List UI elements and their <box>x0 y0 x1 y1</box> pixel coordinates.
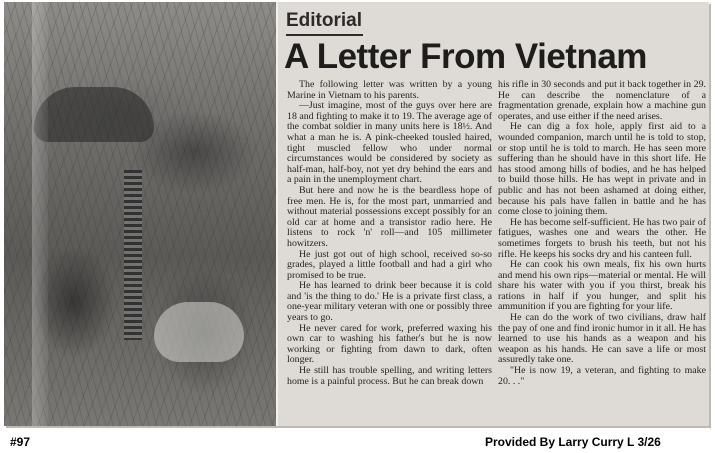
paragraph: He can do the work of two civilians, draw half the pay of one and find ironic humor in it all. He has learned to use his hands as a weapon and his weapon as his hands. He can save a life or most assuredly take one. <box>498 312 706 366</box>
paragraph: He has learned to drink beer because it is cold and 'is the thing to do.' He is a private first class, a one-year military veteran with one or possibly three years to go. <box>287 280 492 324</box>
paragraph: The following letter was written by a young Marine in Vietnam to his parents. <box>287 80 492 101</box>
paragraph: He can cook his own meals, fix his own hurts and mend his own rips—material or mental. He will share his water with you if you thirst, break his rations in half if you hunger, and split his ammunition if you are fighting for your life. <box>498 259 706 313</box>
paragraph: "He is now 19, a veteran, and fighting to make 20. . ." <box>498 365 706 387</box>
paragraph: He can dig a fox hole, apply first aid to a wounded companion, march until he is told to stop, or stop until he is told to march. He has seen more suffering than he should have in this short life. He has stood among hills of bodies, and he has helped to build those hills. He has wept in private and in public and has not been ashamed at doing either, because his pals have fallen in battle and he has come close to joining them. <box>498 121 706 218</box>
item-number: #97 <box>10 435 31 449</box>
paragraph: He has become self-sufficient. He has two pair of fatigues, washes one and wears the other. He sometimes forgets to brush his teeth, but not his rifle. He keeps his socks dry and his canteen full. <box>498 216 706 260</box>
paragraph: He never cared for work, preferred waxing his own car to washing his father's but he is now working or fighting from dawn to dark, often longer. <box>287 322 492 366</box>
credit-line: Provided By Larry Curry L 3/26 <box>485 435 661 449</box>
article-column-left <box>287 80 492 425</box>
paragraph: his rifle in 30 seconds and put it back together in 29. He can describe the nomenclature of a fragmentation grenade, explain how a machine gun operates, and use either if the need arises. <box>498 80 706 122</box>
paragraph: He still has trouble spelling, and writing letters home is a painful process. But he can break down <box>287 365 492 387</box>
article-column-right <box>498 80 706 425</box>
soldier-arm <box>154 302 244 362</box>
section-kicker: Editorial <box>286 9 363 36</box>
tape-strip <box>32 2 48 426</box>
paragraph: But here and now he is the beardless hope of free men. He is, for the most part, unmarried and without material possessions except possibly for an old car at home and a transistor radio here. He listens to rock 'n' roll—and 105 millimeter howitzers. <box>287 184 492 249</box>
paragraph: —Just imagine, most of the guys over here are 18 and fighting to make it to 19. The average age of the combat soldier in many units here is 18½. And what a man he is. A pink-cheeked tousled haired, tight muscled fellow who under normal circumstances would be considered by society as half-man, half-boy, not yet dry behind the ears and a pain in the unemployment chart. <box>287 100 492 186</box>
paragraph: He just got out of high school, received so-so grades, played a little football and had a girl who promised to be true. <box>287 248 492 281</box>
ammo-belt <box>124 170 142 340</box>
newspaper-clipping <box>4 2 709 426</box>
helmet-shape <box>34 87 154 142</box>
headline: A Letter From Vietnam <box>284 37 647 76</box>
soldier-photo <box>4 2 278 426</box>
